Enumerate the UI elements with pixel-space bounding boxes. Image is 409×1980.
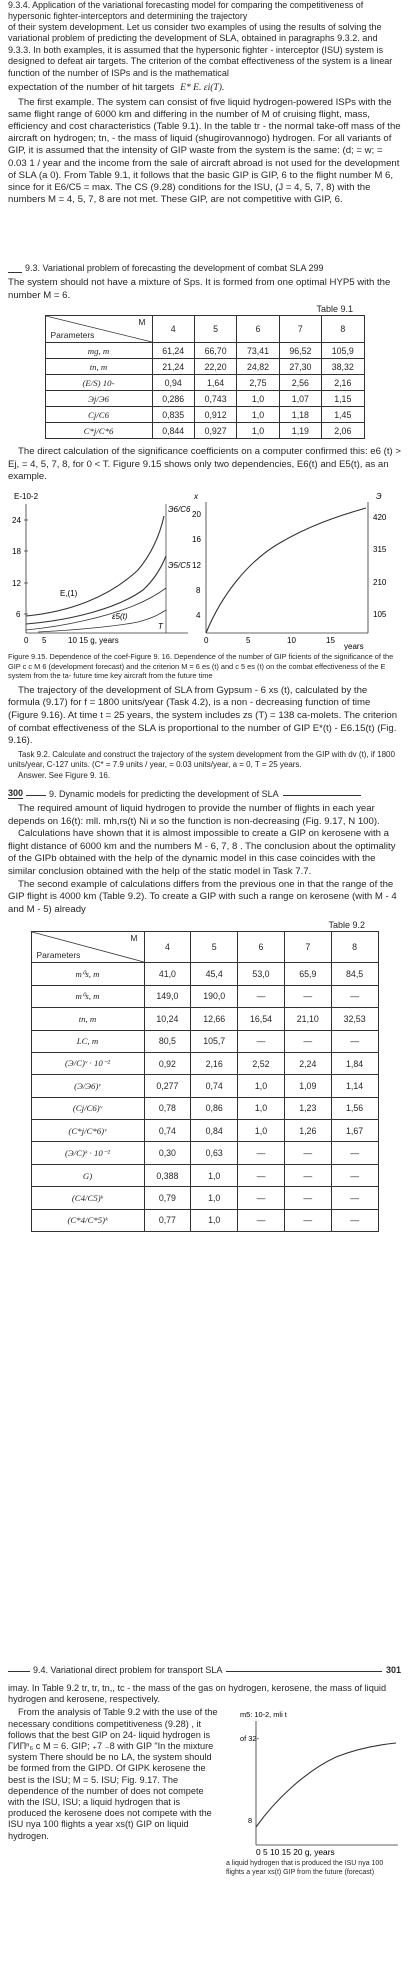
table-body [45,343,364,439]
table-cell: 190,0 [191,985,238,1007]
paragraph: The required amount of liquid hydrogen to provide the number of flights in each year depends on 16(t): mll. mh,rs(t) Ni и so the function is non-decreasing (Fig. 9.17, N 100). [8,803,380,827]
table-cell: — [238,1030,285,1052]
row-label: (E/S) 10- [45,375,152,391]
table-cell: 0,844 [152,423,194,439]
table-row [45,423,364,439]
table-cell: 0,277 [144,1075,191,1097]
x-axis-text: years [344,641,364,650]
corner-cell [31,932,144,963]
text-with-figure [8,1707,401,1877]
figures-9-15-9-16 [8,490,401,650]
task: Task 9.2. Calculate and construct the trajectory of the system development from the GIP with dv (t), if 1800 units/year, C-127 units. (C* = 7.9 units / year, = 0.03 units/year, a = 0, T = 25 years. [8,749,395,770]
table-cell: — [238,1209,285,1231]
table-row [45,375,364,391]
table-cell: 2,16 [322,375,364,391]
row-label: (Э/C)ᵛ · 10⁻² [31,1052,144,1074]
table-row [31,963,378,985]
x-tick-label: 15 [326,635,335,645]
row-label: (C4/C5)ᵏ [31,1187,144,1209]
table-row [45,391,364,407]
column-header: 8 [322,316,364,343]
y-tick-label: 20 [192,509,201,519]
column-header: 6 [238,932,285,963]
table-cell: 32,53 [331,1008,378,1030]
table-cell: 0,927 [194,423,236,439]
figure-pair [8,490,401,650]
column-header: 7 [284,932,331,963]
table-cell: 1,0 [238,1075,285,1097]
row-label: mg, т [45,343,152,359]
table-cell: 24,82 [237,359,279,375]
table-cell: 65,9 [284,963,331,985]
table-cell: 21,10 [284,1008,331,1030]
table-cell: 1,19 [279,423,321,439]
page-298 [0,0,409,206]
table-cell: 0,286 [152,391,194,407]
table-cell: 1,23 [284,1097,331,1119]
table-cell: 2,56 [279,375,321,391]
row-label: G) [31,1164,144,1186]
table-cell: 2,75 [237,375,279,391]
table-row [45,359,364,375]
column-axis-label: M [130,933,138,944]
curve-label: ε5(t) [112,611,128,621]
table-cell: — [284,985,331,1007]
row-label: tn, т [45,359,152,375]
table-number: Table 9.2 [328,920,365,931]
row-label: Эj/Э6 [45,391,152,407]
figure-9-15 [12,492,191,645]
table-cell: — [284,1030,331,1052]
running-header [8,263,401,273]
column-header: 4 [152,316,194,343]
x-var-label: x [194,491,198,501]
table-cell: 0,74 [191,1075,238,1097]
table-cell: 1,84 [331,1052,378,1074]
column-header: 8 [331,932,378,963]
y-tick-label: of 32- [240,1734,259,1744]
table-row [31,1209,378,1231]
table-cell: 2,24 [284,1052,331,1074]
table-cell: 0,94 [152,375,194,391]
right-tick-label: 105 [373,609,387,619]
table-body [31,963,378,1232]
row-label: tn, т [31,1008,144,1030]
table-cell: 1,14 [331,1075,378,1097]
table-row [45,343,364,359]
x-axis-text: 0 5 10 15 20 g, years [256,1847,335,1858]
row-label: (Э/C)ᵏ · 10⁻² [31,1142,144,1164]
figure-caption: Figure 9.15. Dependence of the coef-Figure 9. 16. Dependence of the number of GIP ficients of the significance of the GIP c c M 6 (development forecast) and the criterion M = 6 es (t) and c 5 es (t) on the combat effectiveness of the E system from the ta- future time key aircraft from the future time [8,651,394,681]
column-header: 6 [237,316,279,343]
table-cell: 1,15 [322,391,364,407]
curve-m5 [256,1743,396,1827]
table-cell: 105,9 [322,343,364,359]
table-cell: 0,912 [194,407,236,423]
table-cell: 0,63 [191,1142,238,1164]
paragraph: Calculations have shown that it is almost impossible to create a GIP on kerosene with a flight distance of 6000 km and the numbers M - 6, 7, 8 . The conclusion about the optimality of the GIPb obtained with the help of the dynamic model in this case coincides with the similar conclusion obtained with the help of the static model in Task 7.7. [8,828,396,877]
table-cell: 1,67 [331,1120,378,1142]
table-cell: 53,0 [238,963,285,985]
y-tick-label: 12 [12,578,21,588]
table-cell: 66,70 [194,343,236,359]
table-cell: — [238,1164,285,1186]
row-label: C*j/C*6 [45,423,152,439]
table-cell: 0,74 [144,1120,191,1142]
y-tick-label: 24 [12,515,21,525]
y-tick-label: 16 [192,534,201,544]
table-cell: 61,24 [152,343,194,359]
table-cell: — [331,1164,378,1186]
table-cell: 1,09 [284,1075,331,1097]
curve-label: Э6/C6 [168,504,191,514]
table-row [31,1030,378,1052]
y-tick-label: 8 [196,585,201,595]
expectation-line [8,82,401,95]
header-rule [26,795,46,796]
column-axis-label: M [138,317,146,328]
paragraph: The system should not have a mixture of Sps. It is formed from one optimal HYP5 with the number M = 6. [8,277,391,301]
table-cell: 0,835 [152,407,194,423]
table-cell: 1,45 [322,407,364,423]
paragraph: The trajectory of the development of SLA from Gypsum - 6 xs (t), calculated by the formula (9.17) for f = 1800 units/year (Task 4.2), is a non - decreasing function of time (Figure 9.16). At time t = 25 years, the system includes zs (T) = 138 ca-molets. The criterion of combat effectiveness of the SLA is proportional to the number of GIP E*(t) - E6.15(t) (Fig. 9.16). [8,684,398,747]
table-row [45,407,364,423]
curve-label: Э5/C5 [168,560,191,570]
table-cell: — [331,1142,378,1164]
paragraph: The second example of calculations differs from the previous one in that the range of the GIP flight is 4000 km (Table 9.2). To create a GIP with such a range on kerosene (with M - 4 and M - 5) already [8,878,397,915]
table-cell: 21,24 [152,359,194,375]
page-number: 300 [8,788,24,798]
y-axis-label: E-10-2 [14,491,39,501]
running-header [8,1665,401,1675]
row-label: Cj/C6 [45,407,152,423]
table-cell: — [284,1142,331,1164]
table-cell: 2,16 [191,1052,238,1074]
table-row [31,1187,378,1209]
paragraph: From the analysis of Table 9.2 with the use of the necessary conditions competitiveness (9.28) , it follows that the best GIP on 24- liquid hydrogen is ГИПⁿ₆ с M = 6. GIP; ₊7 ₋8 with GIP "In the mixture system There should be no LA, the system should be formed from the GIPD. Of GIPK kerosene the best is the ISU; M = 5. ISU; Fig. 9.17. The dependence of the number of does not compete with the ISU, ISU; a liquid hydrogen that is produced the kerosene does not compete with the ISU nya 100 flights a year xs(t) GIP on liquid hydrogen. [8,1707,218,1841]
right-tick-label: 210 [373,577,387,587]
header-text: 9. Dynamic models for predicting the development of SLA [49,789,279,799]
table-cell: 12,66 [191,1008,238,1030]
table-cell: 84,5 [331,963,378,985]
table-cell: — [284,1164,331,1186]
paragraph: of their system development. Let us consider two examples of using the results of solving the variational problem of predicting the development of SLA, obtained in paragraphs 9.3.2. and 9.3.3. In both examples, it is assumed that the hypersonic fighter - interceptor (ISU) system is designed to defeat air targets. The criterion of the combat effectiveness of the system is a linear function of the number of ISPs and is the mathematical [8,22,393,78]
table-row [31,1164,378,1186]
table-cell: 1,56 [331,1097,378,1119]
row-label: LC, т [31,1030,144,1052]
column-header: 5 [194,316,236,343]
curve-e6-c6 [26,516,164,616]
row-label: m⁰s, т [31,963,144,985]
y-tick-label: 12 [192,560,201,570]
curve-e5-c5 [26,556,166,624]
running-header [8,788,401,799]
table-row [31,985,378,1007]
table-cell: 1,0 [238,1097,285,1119]
table-cell: 10,24 [144,1008,191,1030]
table-cell: 80,5 [144,1030,191,1052]
right-tick-label: 315 [373,544,387,554]
table-9-2 [31,931,379,1232]
table-cell: 2,06 [322,423,364,439]
header-text: 9.4. Variational direct problem for transport SLA [33,1665,223,1675]
table-cell: 1,0 [238,1120,285,1142]
table-cell: 0,77 [144,1209,191,1231]
table-cell: 96,52 [279,343,321,359]
table-row [31,1052,378,1074]
paragraph: The first example. The system can consist of five liquid hydrogen-powered ISPs with the same flight range of 6000 km and differing in the number of M of cruising flight, mass, efficiency and cost characteristics (Table 9.1). In the table tr - the normal take-off mass of the aircraft on hydrogen; tn, - the mass of liquid (shugirovannogo) hydrogen. For all variants of GIP, it is assumed that the intensity of GIP waste from the system is the same: (d; = w; = 0.03 1 / year and the income from the sale of aircraft abroad is not used for the development of SLA (a 0). From Table 9.1, it follows that the basic GIP is GIP, 6 to the flight number M 6, since for it E6/C5 = max. The CS (9.28) conditions for the ISU, (J = 4, 5, 7, 8) with the numbers M = 4, 5, 7, 8 are not met. These GIP, are not competitive with GIP, 6. [8,96,401,206]
header-rule [226,1671,382,1672]
row-label: (C*4/C*5)ᵏ [31,1209,144,1231]
curve-label: E,(1) [60,588,78,598]
table-number: Table 9.1 [316,304,353,315]
curve-xs [206,508,366,633]
table-row [31,1120,378,1142]
figure-9-17-plot [226,1707,401,1857]
page-number: 301 [385,1665,401,1675]
table-cell: 2,52 [238,1052,285,1074]
y-tick-label: 4 [196,610,201,620]
right-tick-label: 420 [373,512,387,522]
table-cell: 0,84 [191,1120,238,1142]
column-header: 7 [279,316,321,343]
curve-eps5 [38,610,166,632]
table-cell: — [284,1209,331,1231]
table-cell: 0,743 [194,391,236,407]
table-cell: — [331,985,378,1007]
figure-caption: a liquid hydrogen that is produced the ISU nya 100 flights a year xs(t) GIP from the future (forecast) [226,1860,384,1876]
column-header: 4 [144,932,191,963]
table-cell: 0,78 [144,1097,191,1119]
table-9-1 [45,315,365,439]
y-tick-label: 6 [16,609,21,619]
row-label: (Э/Э6)ᵛ [31,1075,144,1097]
x-tick-label: 5 [42,635,47,645]
paragraph: The direct calculation of the significance coefficients on a computer confirmed this: e6 (t) > Ej, = 4, 5, 7, 8, for 0 < T. Figure 9.15 shows only two dependencies, E6(t) and E5(t), as an example. [8,446,401,483]
table-cell: — [238,1187,285,1209]
x-tick-label: 0 [24,635,29,645]
t-label: T [158,621,163,631]
header-rule [8,1671,30,1672]
table-header-row [45,316,364,343]
table-cell: — [331,1030,378,1052]
row-axis-label: Parameters [36,950,81,961]
table-cell: 1,0 [237,423,279,439]
table-cell: 41,0 [144,963,191,985]
corner-cell [45,316,152,343]
table-cell: 1,0 [191,1164,238,1186]
column-header: 5 [191,932,238,963]
row-label: m⁰s, т [31,985,144,1007]
table-cell: 1,64 [194,375,236,391]
table-cell: — [238,1142,285,1164]
table-cell: 1,07 [279,391,321,407]
table-cell: 0,86 [191,1097,238,1119]
header-text: 9.3. Variational problem of forecasting the development of combat SLA 299 [25,263,324,273]
header-rule [8,272,22,273]
curve-e1 [26,588,166,630]
formula: E* E. εi(T). [180,82,225,94]
table-cell: — [284,1187,331,1209]
table-cell: 27,30 [279,359,321,375]
table-cell: 0,30 [144,1142,191,1164]
table-cell: — [331,1209,378,1231]
table-cell: 0,92 [144,1052,191,1074]
table-cell: — [238,985,285,1007]
answer: Answer. See Figure 9. 16. [18,770,111,780]
row-label: (Cj/C6)ᵛ [31,1097,144,1119]
page-301 [0,1665,409,1878]
x-tick-label: 5 [246,635,251,645]
x-tick-label: 10 [287,635,296,645]
right-axis-label: Э [376,491,382,501]
page-299 [0,263,409,782]
table-cell: 1,18 [279,407,321,423]
table-cell: 0,79 [144,1187,191,1209]
table-cell: 105,7 [191,1030,238,1052]
table-cell: — [331,1187,378,1209]
row-axis-label: Parameters [50,330,95,341]
table-cell: 38,32 [322,359,364,375]
table-cell: 1,0 [191,1187,238,1209]
figure-9-17 [226,1707,401,1877]
y-axis-label: m5: 10-2, mli t [240,1710,287,1720]
section-heading: 9.3.4. Application of the variational forecasting model for comparing the competitiveness of hypersonic fighter-interceptors and determining the trajectory [8,0,364,21]
table-header-row [31,932,378,963]
page-300 [0,788,409,1232]
table-cell: 149,0 [144,985,191,1007]
table-cell: 45,4 [191,963,238,985]
table-row [31,1075,378,1097]
x-tick-label: 0 [204,635,209,645]
y-tick-label: 18 [12,546,21,556]
paragraph-end: expectation of the number of hit targets [8,82,175,94]
row-label: (C*j/C*6)ᵛ [31,1120,144,1142]
table-cell: 73,41 [237,343,279,359]
table-cell: 16,54 [238,1008,285,1030]
table-cell: 1,0 [237,407,279,423]
table-cell: 22,20 [194,359,236,375]
table-cell: 0,388 [144,1164,191,1186]
paragraph: imay. In Table 9.2 tr, tr, tn,, tc - the mass of the gas on hydrogen, kerosene, the mass of liquid hydrogen and kerosene, respectively. [8,1683,387,1705]
table-row [31,1097,378,1119]
table-cell: 1,26 [284,1120,331,1142]
table-cell: 1,0 [191,1209,238,1231]
x-axis-text: 10 15 g, years [68,635,119,645]
table-cell: 1,0 [237,391,279,407]
table-row [31,1008,378,1030]
y-tick-label: 8 [248,1816,253,1826]
table-row [31,1142,378,1164]
figure-9-16 [192,492,387,650]
header-rule [283,795,361,796]
